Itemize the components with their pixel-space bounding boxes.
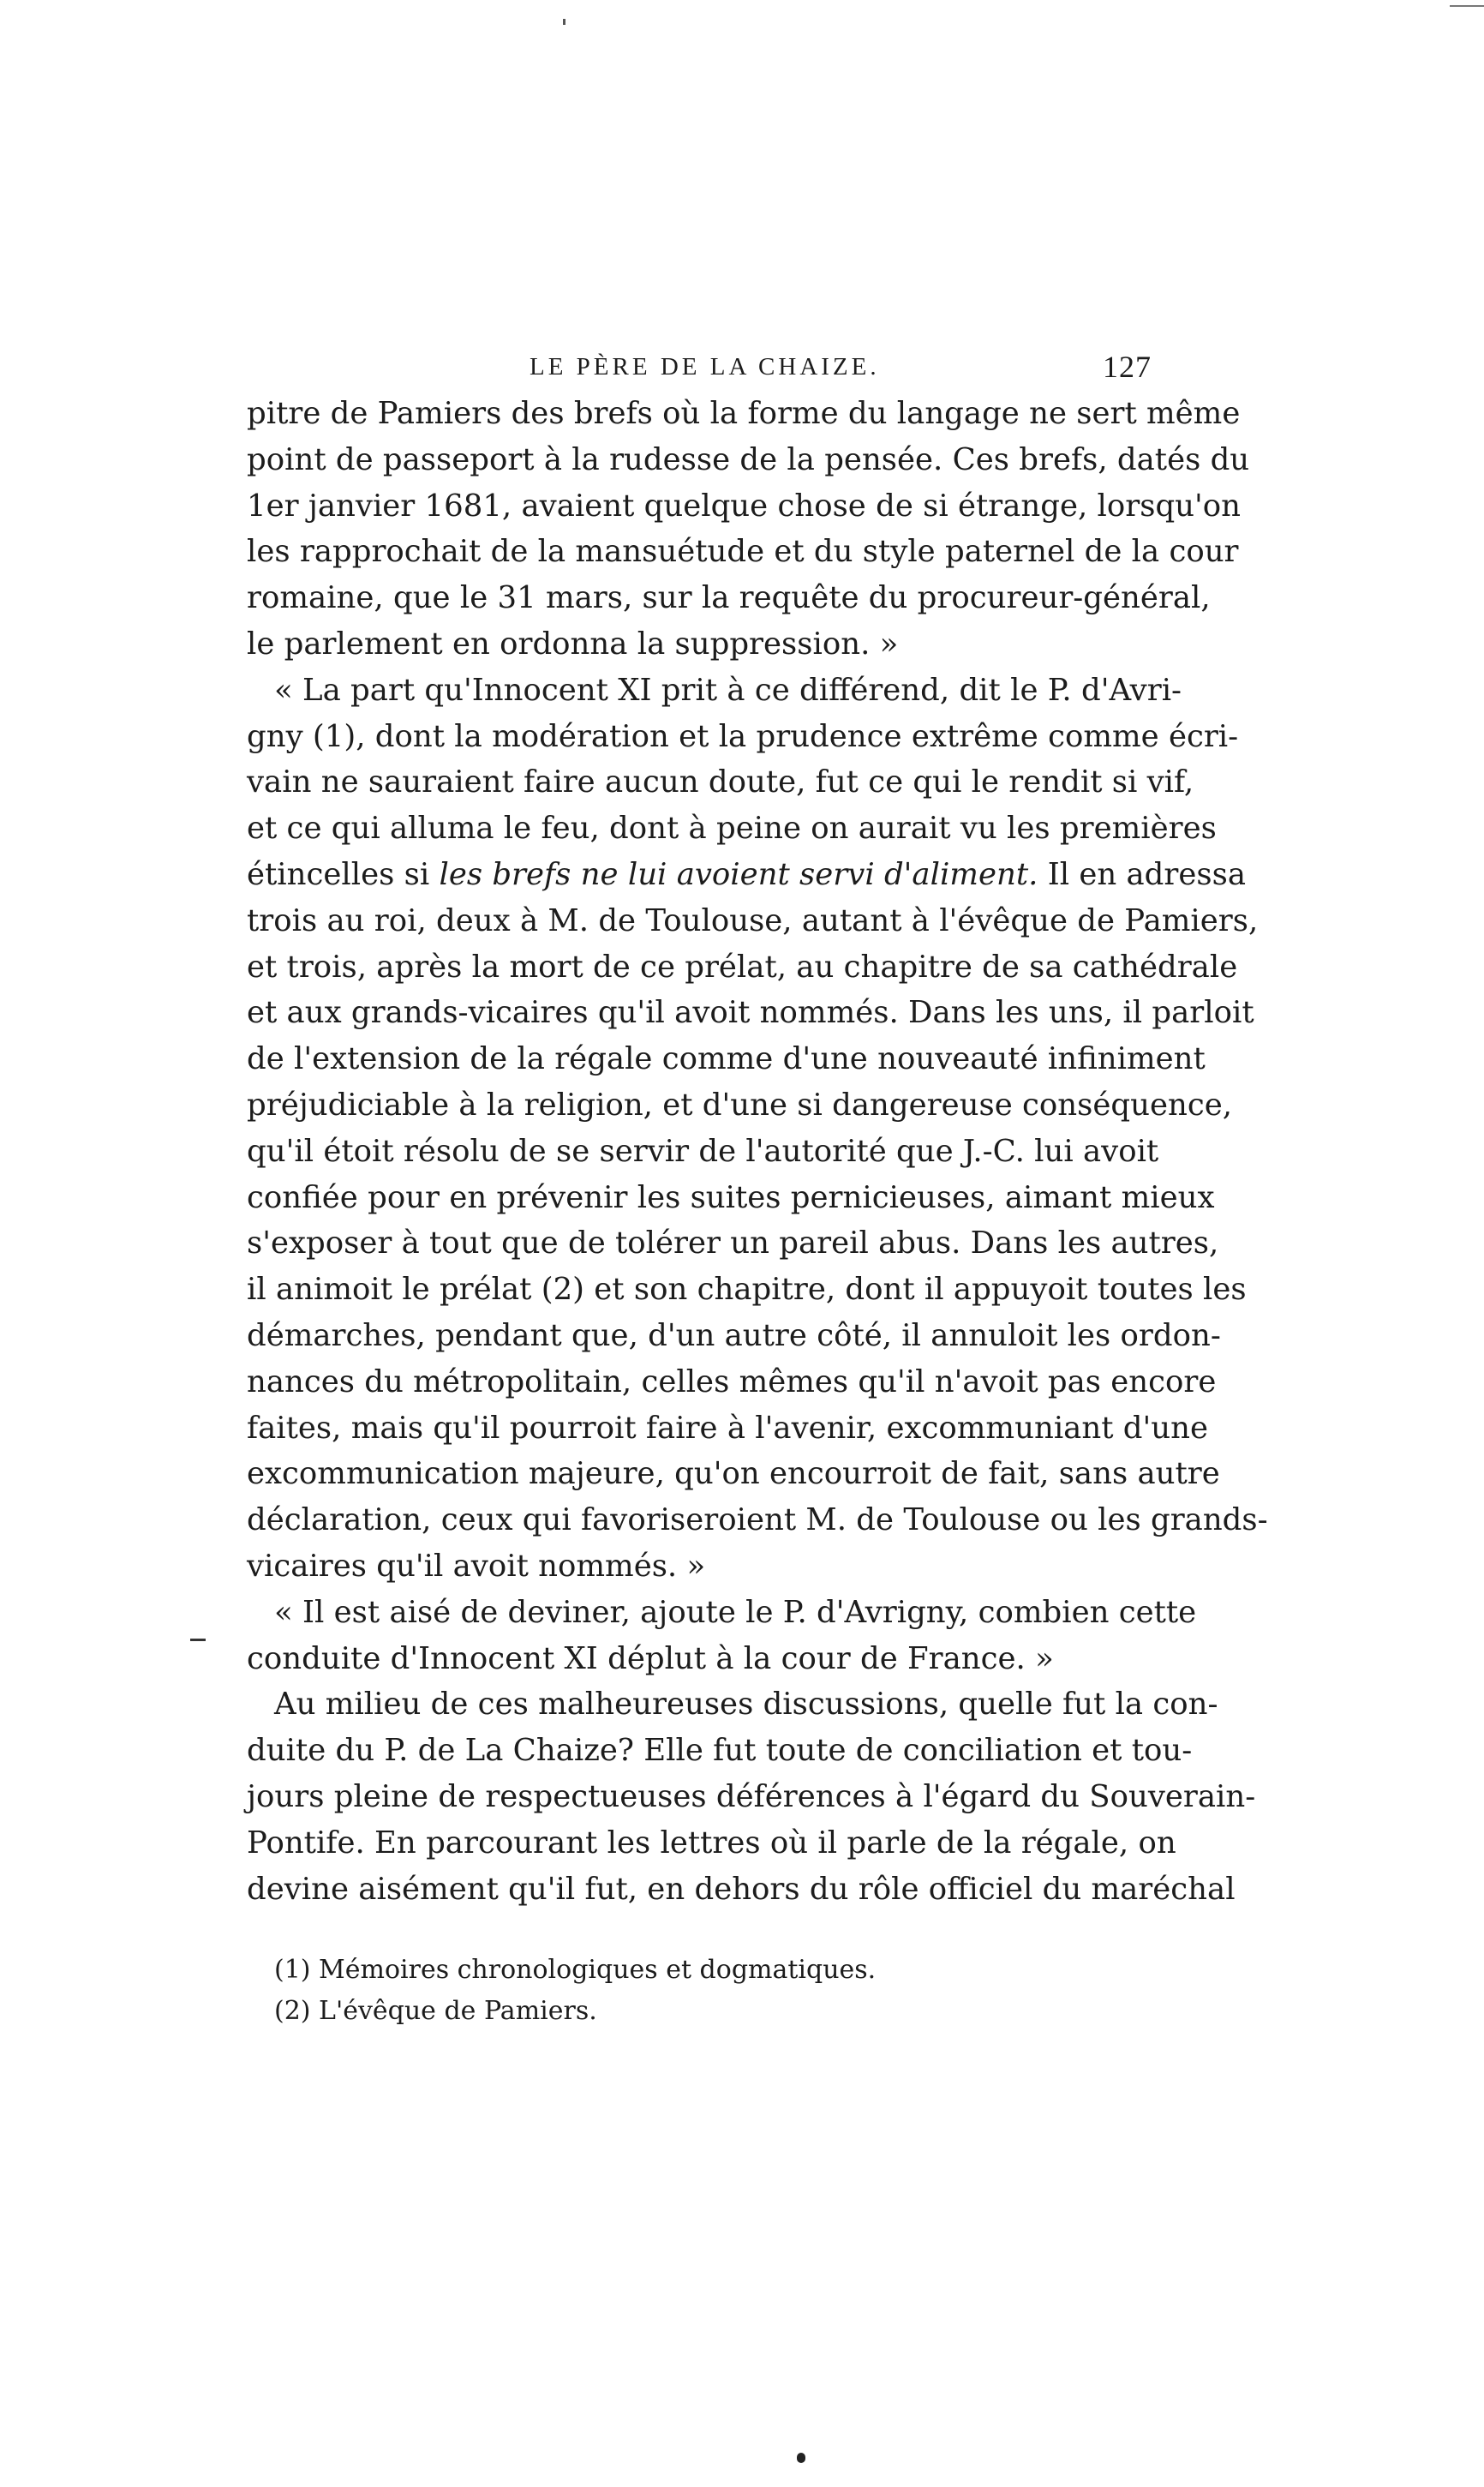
body-line: il animoit le prélat (2) et son chapitre, dont il appuyoit toutes les — [247, 1272, 1247, 1308]
body-line: gny (1), dont la modération et la prudence extrême comme écri- — [247, 718, 1239, 754]
body-line: confiée pour en prévenir les suites pernicieuses, aimant mieux — [247, 1179, 1215, 1215]
body-line: les rapprochait de la mansuétude et du style paternel de la cour — [247, 534, 1239, 570]
body-line: s'exposer à tout que de tolérer un pareil abus. Dans les autres, — [247, 1226, 1219, 1261]
body-line: faites, mais qu'il pourroit faire à l'avenir, excommuniant d'une — [247, 1410, 1208, 1446]
body-line: déclaration, ceux qui favoriseroient M. de Toulouse ou les grands- — [247, 1502, 1268, 1538]
body-line: point de passeport à la rudesse de la pensée. Ces brefs, datés du — [247, 441, 1250, 477]
page-number: 127 — [1103, 350, 1152, 384]
print-speck-top — [563, 19, 565, 25]
body-line: vain ne sauraient faire aucun doute, fut ce qui le rendit si vif, — [247, 764, 1194, 800]
italic-quote: les brefs ne lui avoient servi d'aliment. — [439, 856, 1038, 892]
body-line: duite du P. de La Chaize? Elle fut toute de conciliation et tou- — [247, 1733, 1193, 1769]
body-line-end: Il en adressa — [1038, 856, 1246, 892]
body-line: excommunication majeure, qu'on encourroit de fait, sans autre — [247, 1456, 1220, 1492]
body-line-with-italic — [247, 852, 1246, 898]
body-line: « Il est aisé de deviner, ajoute le P. d'Avrigny, combien cette — [274, 1594, 1197, 1630]
body-line: trois au roi, deux à M. de Toulouse, autant à l'évêque de Pamiers, — [247, 902, 1259, 938]
print-rule-corner — [1450, 5, 1484, 7]
body-line: Pontife. En parcourant les lettres où il parle de la régale, on — [247, 1825, 1176, 1861]
body-line: démarches, pendant que, d'un autre côté, il annuloit les ordon- — [247, 1317, 1221, 1353]
footnotes — [247, 1950, 1157, 2032]
running-title: LE PÈRE DE LA CHAIZE. — [530, 353, 880, 381]
running-head — [247, 343, 1157, 391]
print-speck-bottom — [797, 2453, 805, 2463]
body-line: et trois, après la mort de ce prélat, au chapitre de sa cathédrale — [247, 949, 1238, 985]
body-line: et aux grands-vicaires qu'il avoit nommés. Dans les uns, il parloit — [247, 995, 1254, 1031]
print-mark-margin — [190, 1639, 206, 1641]
body-line: Au milieu de ces malheureuses discussions, quelle fut la con- — [274, 1687, 1218, 1723]
body-line: qu'il étoit résolu de se servir de l'autorité que J.-C. lui avoit — [247, 1133, 1159, 1169]
footnote: (1) Mémoires chronologiques et dogmatiques. — [274, 1955, 877, 1986]
body-line: nances du métropolitain, celles mêmes qu'il n'avoit pas encore — [247, 1363, 1217, 1399]
body-line: le parlement en ordonna la suppression. » — [247, 626, 899, 662]
body-line: conduite d'Innocent XI déplut à la cour de France. » — [247, 1640, 1054, 1676]
body-line-start: étincelles si — [247, 856, 440, 892]
body-line: devine aisément qu'il fut, en dehors du rôle officiel du maréchal — [247, 1871, 1236, 1907]
body-line: pitre de Pamiers des brefs où la forme du langage ne sert même — [247, 396, 1241, 431]
body-line: romaine, que le 31 mars, sur la requête du procureur-général, — [247, 580, 1211, 616]
body-line: de l'extension de la régale comme d'une nouveauté infiniment — [247, 1041, 1206, 1077]
body-line: « La part qu'Innocent XI prit à ce différend, dit le P. d'Avri- — [274, 672, 1182, 708]
body-line: et ce qui alluma le feu, dont à peine on aurait vu les premières — [247, 811, 1217, 847]
footnote: (2) L'évêque de Pamiers. — [274, 1996, 597, 2027]
body-line: 1er janvier 1681, avaient quelque chose de si étrange, lorsqu'on — [247, 488, 1242, 524]
page-text-block — [247, 343, 1268, 2032]
body-line: vicaires qu'il avoit nommés. » — [247, 1548, 706, 1584]
body-line: jours pleine de respectueuses déférences à l'égard du Souverain- — [247, 1778, 1256, 1814]
body-line: préjudiciable à la religion, et d'une si dangereuse conséquence, — [247, 1087, 1232, 1123]
